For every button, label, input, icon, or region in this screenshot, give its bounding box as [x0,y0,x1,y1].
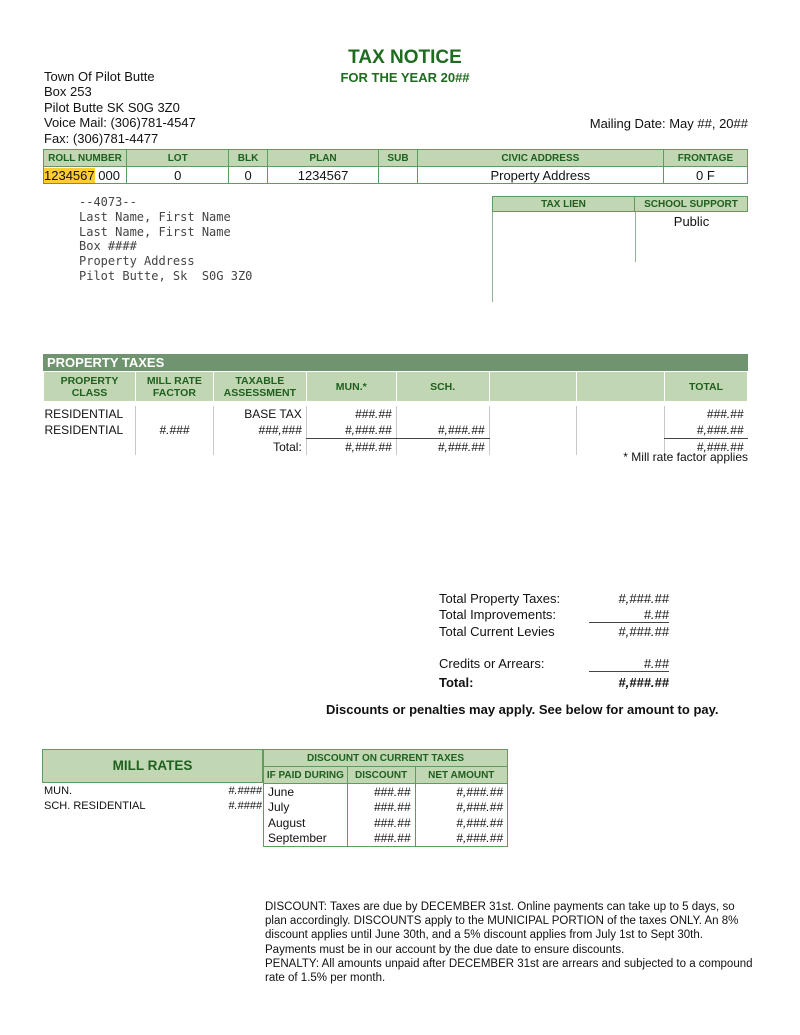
credits-value: #.## [643,656,669,671]
discount-title-row [264,750,508,767]
property-class-header: PROPERTY CLASS [44,372,136,402]
grand-total: #,###.## [665,439,748,456]
recipient-id: --4073-- [79,195,137,209]
civic-address-header: CIVIC ADDRESS [417,150,663,167]
civic-address-value: Property Address [417,167,663,184]
terms-notes [265,900,755,985]
totals-block [439,591,669,690]
discount-month: August [264,815,348,831]
frontage-value: 0 F [663,167,747,184]
net-amount: #,###.## [415,784,507,800]
discount-month: July [264,800,348,816]
table-row [44,422,748,439]
town-fax: Fax: (306)781-4477 [44,130,159,146]
recipient-line-4: Property Address [79,254,195,269]
mun-amount: ###.## [306,406,396,422]
taxable-assessment: BASE TAX [213,406,306,422]
total-value: #,###.## [618,675,669,690]
discount-amount: ###.## [347,800,415,816]
mill-rate-mun-row [44,785,262,797]
discount-amount: ###.## [347,784,415,800]
total-row [439,675,669,691]
sch-header: SCH. [396,372,489,402]
total-property-taxes-value: #,###.## [618,591,669,606]
property-taxes-title: PROPERTY TAXES [43,354,748,371]
total-label: Total: [439,675,474,690]
mill-rate-factor-header: MILL RATE FACTOR [135,372,213,402]
credits-row [439,656,669,672]
tax-year: FOR THE YEAR 20## [340,70,470,85]
discount-amount: ###.## [347,831,415,847]
roll-number-suffix: 000 [98,167,120,183]
town-box: Box 253 [44,84,92,100]
sch-total: #,###.## [396,439,489,456]
mailing-date: Mailing Date: May ##, 20## [589,116,748,131]
sch-amount [396,406,489,422]
mill-rate-sch-row [44,800,262,812]
net-amount: #,###.## [415,831,507,847]
table-row [264,815,508,831]
penalty-terms: PENALTY: All amounts unpaid after DECEMBER 31st are arrears and subjected to a compound rate of 1.5% per month. [265,957,753,985]
blk-header: BLK [229,150,267,167]
discount-month: June [264,784,348,800]
roll-table [43,149,748,184]
blk-value: 0 [229,167,267,184]
discount-month: September [264,831,348,847]
mill-rate-sch-label: SCH. RESIDENTIAL [44,800,146,812]
table-row [264,800,508,816]
mun-total: #,###.## [306,439,396,456]
net-amount-header: NET AMOUNT [415,767,507,784]
plan-value: 1234567 [267,167,378,184]
recipient-line-2: Last Name, First Name [79,224,231,239]
mill-rate-mun-value: #.#### [228,785,262,797]
roll-header-row [44,150,748,167]
sch-amount: #,###.## [396,422,489,439]
blank-header-2 [577,372,665,402]
credits-label: Credits or Arrears: [439,656,545,671]
total-current-levies-label: Total Current Levies [439,624,555,639]
total-amount: ###.## [665,406,748,422]
mill-rate [135,406,213,422]
mun-amount: #,###.## [306,422,396,439]
total-property-taxes-label: Total Property Taxes: [439,591,561,606]
recipient-line-5: Pilot Butte, Sk S0G 3Z0 [79,268,253,283]
discount-penalty-note: Discounts or penalties may apply. See below for amount to pay. [326,702,719,717]
total-header: TOTAL [665,372,748,402]
roll-number-header: ROLL NUMBER [44,150,127,167]
page-title: TAX NOTICE [348,47,462,68]
school-support-value: Public [673,214,710,229]
property-class [44,439,136,456]
discount-header: DISCOUNT [347,767,415,784]
town-name: Town Of Pilot Butte [44,69,155,84]
discount-amount: ###.## [347,815,415,831]
roll-number-highlight: 1234567 [44,167,95,183]
improvements-underline [589,622,669,623]
mill-rates-title: MILL RATES [42,749,263,783]
town-city: Pilot Butte SK S0G 3Z0 [44,99,180,115]
mill-rate-mun-label: MUN. [44,785,73,797]
discount-title: DISCOUNT ON CURRENT TAXES [264,750,508,767]
property-taxes-table [43,371,748,455]
property-class: RESIDENTIAL [44,423,124,438]
pt-header-row [44,372,748,402]
net-amount: #,###.## [415,815,507,831]
lot-header: LOT [127,150,229,167]
discount-terms: DISCOUNT: Taxes are due by DECEMBER 31st. Online payments can take up to 5 days, so plan accordingly. DISCOUNTS apply to the MUNICIPAL PORTION of the taxes ONLY. An 8% discount applies until June 30th, and a 5% discount applies from July 1st to Sept 30th. Payments must be in our account by the due date to ensure discounts. [265,901,739,956]
table-row [264,831,508,847]
mill-rate [135,439,213,456]
if-paid-during-header: IF PAID DURING [264,767,348,784]
total-current-levies-row [439,624,669,640]
taxable-total-label: Total: [213,439,306,456]
sub-value [379,167,417,184]
total-amount: #,###.## [665,422,748,439]
lien-divider-left [492,212,493,302]
table-row [264,784,508,800]
plan-header: PLAN [267,150,378,167]
recipient-line-3: Box #### [79,239,137,254]
total-improvements-value: #.## [643,607,669,622]
total-current-levies-value: #,###.## [618,624,669,639]
property-class: RESIDENTIAL [44,407,124,421]
taxable-assessment: ###,### [213,422,306,439]
town-address [44,69,196,146]
net-amount: #,###.## [415,800,507,816]
roll-data-row [44,167,748,184]
mill-rate-sch-value: #.#### [228,800,262,812]
school-support-header: SCHOOL SUPPORT [635,196,748,212]
credits-underline [589,671,669,672]
total-property-taxes-row [439,591,669,607]
recipient-address [79,195,252,284]
blank-header-1 [489,372,577,402]
taxable-assessment-header: TAXABLE ASSESSMENT [213,372,306,402]
lien-box [492,196,748,302]
table-row [44,406,748,422]
total-improvements-label: Total Improvements: [439,607,557,622]
frontage-header: FRONTAGE [663,150,747,167]
sub-header: SUB [379,150,417,167]
discount-table [263,749,508,847]
tax-lien-header: TAX LIEN [492,196,635,212]
discount-header-row [264,767,508,784]
mill-rate: #.### [135,422,213,439]
mill-rate-footnote: * Mill rate factor applies [623,450,748,464]
lot-value: 0 [127,167,229,184]
total-improvements-row [439,607,669,623]
mun-header: MUN.* [306,372,396,402]
recipient-line-1: Last Name, First Name [79,209,231,224]
town-voice: Voice Mail: (306)781-4547 [44,115,196,131]
roll-number-cell [44,167,127,184]
